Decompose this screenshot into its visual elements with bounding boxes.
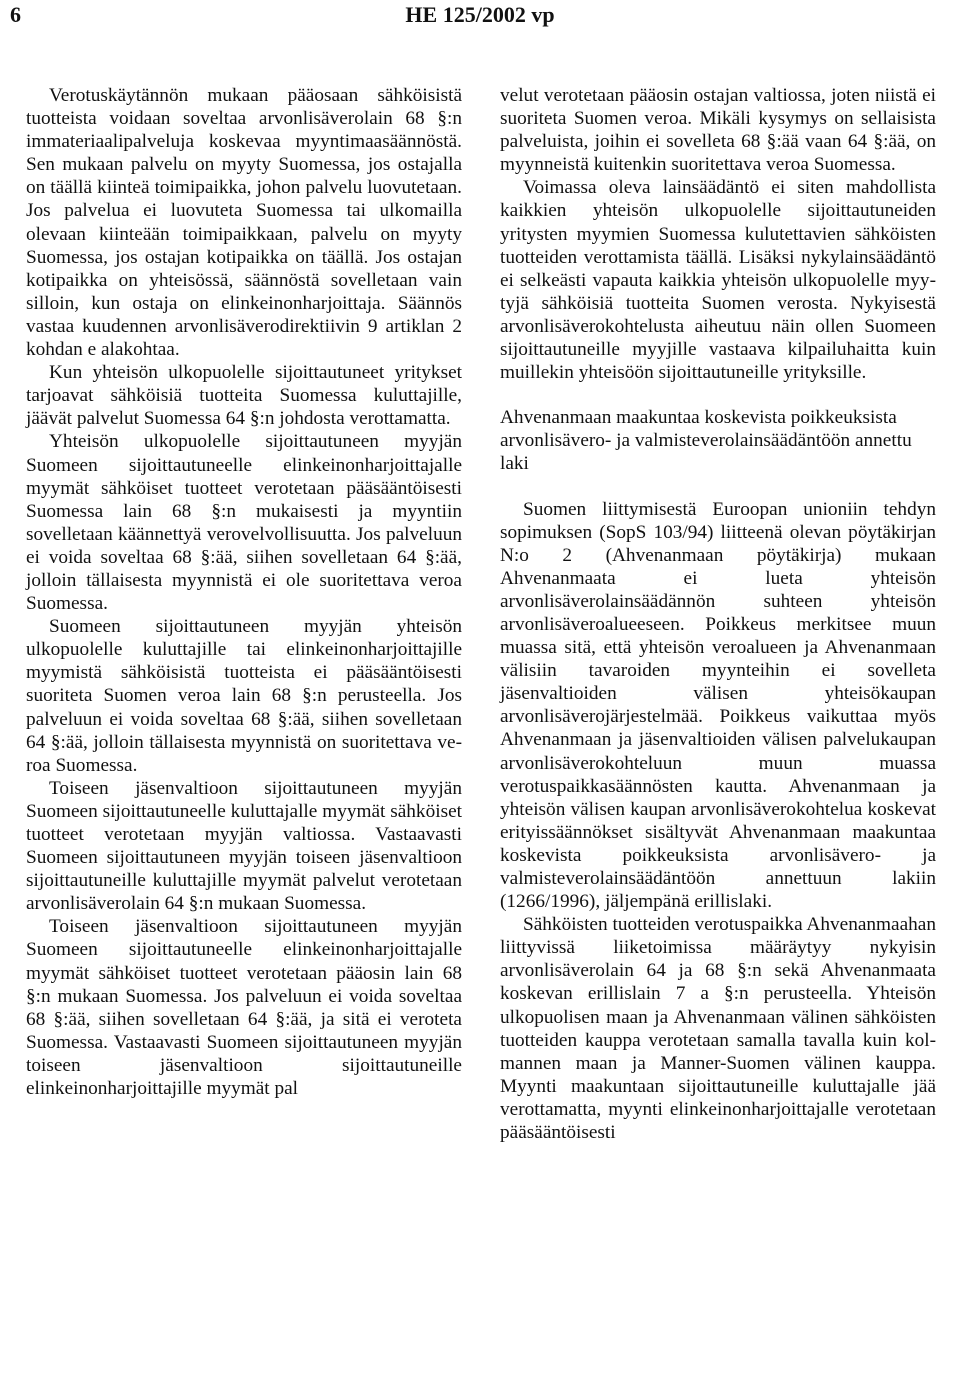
page-header	[0, 0, 960, 40]
body-paragraph: Toiseen jäsenvaltioon sijoittautuneen myyjän Suomeen sijoittautuneelle elinkeinonharjoittajalle myymät sähköiset tuotteet verotetaan pääosin lain 68 §:n mukaan Suomessa. Jos palveluun ei voida soveltaa 68 §:ää, siihen sovelletaan 64 §:ää, ja sitä ei veroteta Suomessa. Vastaavasti Suomeen sijoittautuneen myyjän toiseen jäsenvaltioon sijoittautuneille elinkeinonharjoittajille myymät pal	[26, 916, 462, 1100]
body-paragraph: Sähköisten tuotteiden verotuspaikka Ahvenanmaahan liittyvissä liiketoimissa määräytyy nykyisin arvonlisäverolain 64 ja 68 §:n sekä Ahvenanmaata koskevan erillislain 7 a §:n perusteella. Yhteisön ulkopuolisen maan ja Ahvenanmaan välinen sähköisten tuotteiden kauppa verotetaan samalla tavalla kuin kolmannen maan ja Manner-Suomen välinen kauppa. Myynti maakuntaan sijoittautuneille kuluttajalle jää verottamatta, myynti elinkeinonharjoittajalle verotetaan pääsääntöisesti	[500, 914, 936, 1144]
body-paragraph: Yhteisön ulkopuolelle sijoittautuneen myyjän Suomeen sijoittautuneelle elinkeinonharjoittajalle myymät sähköiset tuotteet verotetaan pääsääntöisesti Suomessa lain 68 §:n mukaisesti ja myyntiin sovelletaan käännettyä verovelvollisuutta. Jos palveluun ei voida soveltaa 68 §:ää, siihen sovelletaan 64 §:ää, jolloin tällaisesta myynnistä ei ole suoritettava veroa Suomessa.	[26, 431, 462, 615]
left-column	[26, 84, 462, 1100]
body-paragraph: Suomen liittymisestä Euroopan unioniin tehdyn sopimuksen (SopS 103/94) liitteenä olevan pöytäkirjan N:o 2 (Ahvenanmaan pöytäkirja) mukaan Ahvenanmaata ei lueta yhteisön arvonlisäverolainsäädännön suhteen yhteisön arvonlisäveroalueeseen. Poikkeus merkitsee muun muassa sitä, että yhteisön veroalueen ja Ahvenanmaan välisiin tavaroiden myynteihin ei sovelleta jäsenvaltioiden välisen yhteisökaupan arvonlisäverojärjestelmää. Poikkeus vaikuttaa myös Ahvenanmaan ja jäsenvaltioiden välisen palvelukaupan arvonlisäverokohteluun muun muassa verotuspaikkasäännösten kautta. Ahvenanmaan ja yhteisön välisen kaupan arvonlisäverokohtelua koskevat erityissäännökset sisältyvät Ahvenanmaan maakuntaa koskevista poikkeuksista arvonlisävero- ja valmisteverolainsäädäntöön annettuun lakiin (1266/1996), jäljempänä erillislaki.	[500, 498, 936, 913]
body-paragraph: Toiseen jäsenvaltioon sijoittautuneen myyjän Suomeen sijoittautuneelle kuluttajalle myymät sähköiset tuotteet verotetaan myyjän valtiossa. Vastaavasti Suomeen sijoittautuneen myyjän toiseen jäsenvaltioon sijoittautuneille kuluttajille myymät palvelut verotetaan arvonlisäverolain 64 §:n mukaan Suomessa.	[26, 777, 462, 915]
body-paragraph: Kun yhteisön ulkopuolelle sijoittautuneet yritykset tarjoavat sähköisiä tuotteita Suomessa kuluttajille, jäävät palvelut Suomessa 64 §:n johdosta verottamatta.	[26, 362, 462, 430]
continued-paragraph: velut verotetaan pääosin ostajan valtiossa, joten niistä ei suoriteta Suomen veroa. Mikäli kysymys on sellaisista palveluista, joihin ei sovelleta 68 §:ää vaan 64 §:ää, on myynneistä kuitenkin suoritettava veroa Suomessa.	[500, 85, 936, 176]
document-reference: HE 125/2002 vp	[405, 2, 555, 27]
body-paragraph: Voimassa oleva lainsäädäntö ei siten mahdollista kaikkien yhteisön ulkopuolelle sijoittautuneiden yritysten myymien Suomessa kulutettavien sähköisten tuotteiden verottamista täällä. Lisäksi nykylainsäädäntö ei selkeästi vapauta kaikkia yhteisön ulkopuolelle myytyjä sähköisiä tuotteita Suomen verosta. Nykyisestä arvonlisäverokohtelusta aiheutuu näin ollen Suomeen sijoittautuneille myyjille vastaava kilpailuhaitta kuin muillekin yhteisöön sijoittautuneille yrityksille.	[500, 177, 936, 384]
body-paragraph: Verotuskäytännön mukaan pääosaan sähköisistä tuotteista voidaan soveltaa arvonlisäverolain 68 §:n immateriaalipalveluja koskevaa myyntimaasäännöstä. Sen mukaan palvelu on myyty Suomessa, jos ostajalla on täällä kiinteä toimipaikka, johon palvelu luovutetaan. Jos palvelua ei luovuteta Suomessa tai ulkomailla olevaan kiinteään toimipaikkaan, palvelu on myyty Suomessa, jos ostajan kotipaikka on täällä. Jos ostajan kotipaikka on yhteisössä, säännöstä sovelletaan vain silloin, kun ostaja on elinkeinonharjoittaja. Säännös vastaa kuudennen arvonlisäverodirektiivin 9 artiklan 2 kohdan e alakohtaa.	[26, 85, 462, 361]
section-heading: Ahvenanmaan maakuntaa koskevista poikkeuksista arvonlisävero- ja valmisteverolainsäädäntöön annettu laki	[500, 407, 912, 475]
right-column	[500, 84, 936, 1144]
page-number: 6	[10, 2, 21, 27]
body-paragraph: Suomeen sijoittautuneen myyjän yhteisön ulkopuolelle kuluttajille tai elinkeinonharjoittajille myymistä sähköisistä tuotteista ei pääsääntöisesti suoriteta Suomen veroa lain 68 §:n perusteella. Jos palveluun ei voida soveltaa 68 §:ää, siihen sovelletaan 64 §:ää, jolloin tällaisesta myynnistä on suoritettava veroa Suomessa.	[26, 616, 462, 776]
